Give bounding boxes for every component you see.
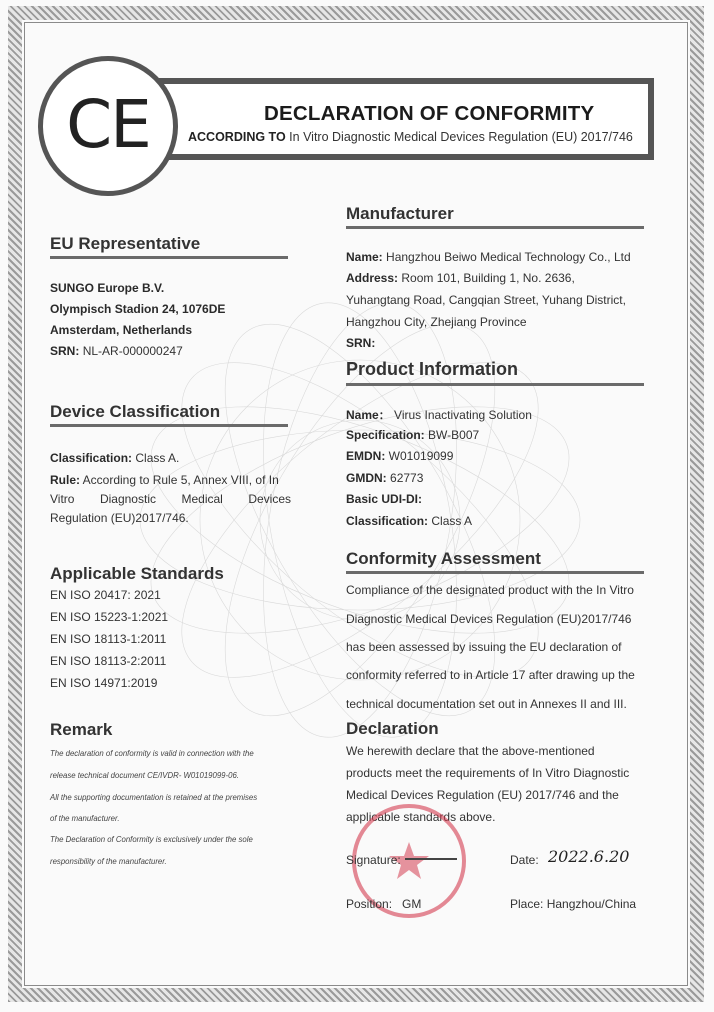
product-emdn: EMDN: W01019099 [346,449,454,463]
conformity-line: technical documentation set out in Annexes II and III. [346,697,627,711]
remark-line: The Declaration of Conformity is exclusively under the sole [50,835,253,844]
signature-label: Signature: [346,853,401,867]
product-name: Name： Virus Inactivating Solution [346,408,532,422]
declaration-line: Medical Devices Regulation (EU) 2017/746 and the [346,788,619,802]
document-subtitle [188,130,633,144]
device-class-heading: Device Classification [50,402,221,421]
conformity-line: conformity referred to in Article 17 after drawing up the [346,668,635,682]
date-handwritten: 2022.6.20 [548,847,630,866]
remark-heading: Remark [50,720,113,739]
conformity-line: Diagnostic Medical Devices Regulation (EU)2017/746 [346,612,632,626]
device-class-rule-line3: Regulation (EU)2017/746. [50,511,189,525]
manufacturer-address-line2: Yuhangtang Road, Cangqian Street, Yuhang District, [346,293,626,307]
device-class-rule [50,424,288,427]
standard-item: EN ISO 18113-2:2011 [50,654,167,668]
standard-item: EN ISO 14971:2019 [50,676,158,690]
device-class-rule-line2: Vitro Diagnostic Medical Devices [50,492,291,506]
document-title: DECLARATION OF CONFORMITY [264,102,595,125]
product-rule [346,383,644,386]
ce-mark-badge [38,56,178,196]
standard-item: EN ISO 20417: 2021 [50,588,161,602]
product-heading: Product Information [346,359,518,379]
subtitle-rest: In Vitro Diagnostic Medical Devices Regulation (EU) 2017/746 [289,130,633,144]
remark-line: All the supporting documentation is retained at the premises [50,793,258,802]
manufacturer-name: Name: Hangzhou Beiwo Medical Technology Co., Ltd [346,250,631,264]
standard-item: EN ISO 15223-1:2021 [50,610,169,624]
manufacturer-address-line3: Hangzhou City, Zhejiang Province [346,315,527,329]
eu-rep-company: SUNGO Europe B.V. [50,281,165,295]
remark-line: release technical document CE/IVDR- W01019099-06. [50,771,239,780]
position-field: Position: GM [346,897,422,911]
subtitle-bold: ACCORDING TO [188,130,286,144]
manufacturer-srn: SRN: [346,336,376,350]
manufacturer-address-line1: Address: Room 101, Building 1, No. 2636, [346,271,575,285]
eu-rep-heading: EU Representative [50,234,201,253]
eu-rep-street: Olympisch Stadion 24, 1076DE [50,302,226,316]
conformity-heading: Conformity Assessment [346,549,541,568]
product-spec: Specification: BW-B007 [346,428,480,442]
device-class-value: Classification: Class A. [50,451,180,465]
declaration-line: products meet the requirements of In Vitro Diagnostic [346,766,630,780]
remark-line: responsibility of the manufacturer. [50,857,167,866]
standard-item: EN ISO 18113-1:2011 [50,632,167,646]
signature-mark [405,858,457,860]
place-field: Place: Hangzhou/China [510,897,637,911]
remark-line: The declaration of conformity is valid in connection with the [50,749,254,758]
product-gmdn: GMDN: 62773 [346,471,424,485]
conformity-line: Compliance of the designated product with the In Vitro [346,583,634,597]
declaration-heading: Declaration [346,719,439,738]
remark-line: of the manufacturer. [50,814,120,823]
eu-rep-rule [50,256,288,259]
ce-mark: CE [66,85,150,163]
manufacturer-rule [346,226,644,229]
eu-rep-city: Amsterdam, Netherlands [50,323,193,337]
conformity-rule [346,571,644,574]
conformity-line: has been assessed by issuing the EU declaration of [346,640,622,654]
declaration-line: We herewith declare that the above-mentioned [346,744,595,758]
eu-rep-srn: SRN: NL-AR-000000247 [50,344,183,358]
manufacturer-heading: Manufacturer [346,204,454,223]
declaration-line: applicable standards above. [346,810,496,824]
standards-heading: Applicable Standards [50,564,224,583]
product-udi: Basic UDI-DI: [346,492,423,506]
product-class: Classification: Class A [346,514,473,528]
device-class-rule-line1: Rule: According to Rule 5, Annex VIII, of In [50,473,279,487]
date-label: Date: [510,853,539,867]
